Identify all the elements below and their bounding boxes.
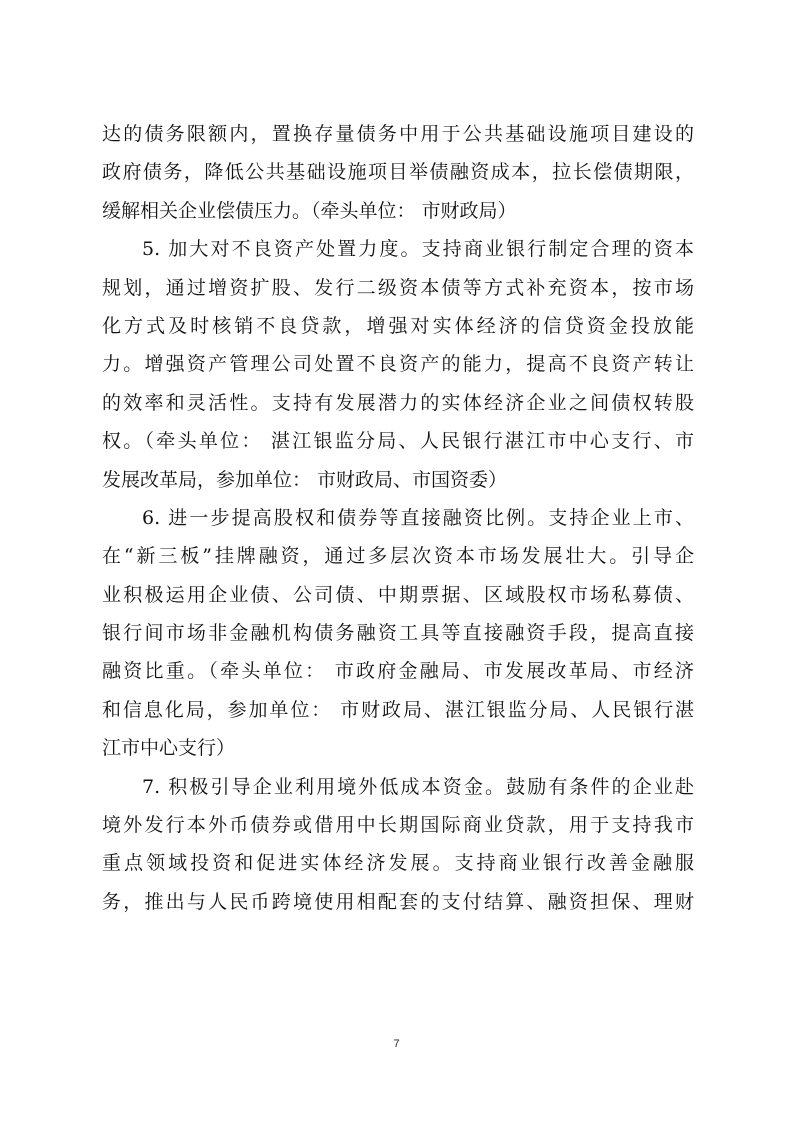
document-body xyxy=(102,115,694,921)
text-line: 达的债务限额内，置换存量债务中用于公共基础设施项目建设的 xyxy=(102,123,694,145)
paragraph-item-7 xyxy=(102,768,694,922)
text-line: 5. 加大对不良资产处置力度。支持商业银行制定合理的资本 xyxy=(142,238,694,261)
text-line: 力。增强资产管理公司处置不良资产的能力，提高不良资产转让 xyxy=(102,353,694,376)
page-number: 7 xyxy=(393,1038,400,1050)
paragraph-item-6 xyxy=(102,499,694,768)
text-line: 政府债务，降低公共基础设施项目举债融资成本，拉长偿债期限， xyxy=(102,161,694,184)
text-line: 和信息化局，参加单位： 市财政局、湛江银监分局、人民银行湛 xyxy=(102,698,694,721)
text-line: 业积极运用企业债、公司债、中期票据、区域股权市场私募债、 xyxy=(102,583,694,606)
text-line: 银行间市场非金融机构债务融资工具等直接融资手段，提高直接 xyxy=(102,622,694,645)
text-line: 化方式及时核销不良贷款，增强对实体经济的信贷资金投放能 xyxy=(102,314,694,337)
text-line: 江市中心支行） xyxy=(102,737,236,760)
text-line: 务，推出与人民币跨境使用相配套的支付结算、融资担保、理财 xyxy=(102,890,694,913)
text-line: 6. 进一步提高股权和债券等直接融资比例。支持企业上市、 xyxy=(142,506,694,529)
text-line: 境外发行本外币债券或借用中长期国际商业贷款，用于支持我市 xyxy=(102,814,694,837)
text-line: 在“新三板”挂牌融资，通过多层次资本市场发展壮大。引导企 xyxy=(102,545,694,568)
text-line: 缓解相关企业偿债压力。（牵头单位： 市财政局） xyxy=(102,199,517,222)
text-line: 权。（牵头单位： 湛江银监分局、人民银行湛江市中心支行、市 xyxy=(102,430,694,453)
text-line: 重点领域投资和促进实体经济发展。支持商业银行改善金融服 xyxy=(102,852,694,875)
text-line: 的效率和灵活性。支持有发展潜力的实体经济企业之间债权转股 xyxy=(102,391,694,414)
paragraph-item-5 xyxy=(102,230,694,499)
text-line: 发展改革局，参加单位： 市财政局、市国资委） xyxy=(102,468,508,491)
paragraph-debt-replacement-continued xyxy=(102,115,694,230)
text-line: 7. 积极引导企业利用境外低成本资金。鼓励有条件的企业赴 xyxy=(142,775,694,798)
text-line: 规划，通过增资扩股、发行二级资本债等方式补充资本，按市场 xyxy=(102,276,694,299)
text-line: 融资比重。（牵头单位： 市政府金融局、市发展改革局、市经济 xyxy=(102,660,694,683)
